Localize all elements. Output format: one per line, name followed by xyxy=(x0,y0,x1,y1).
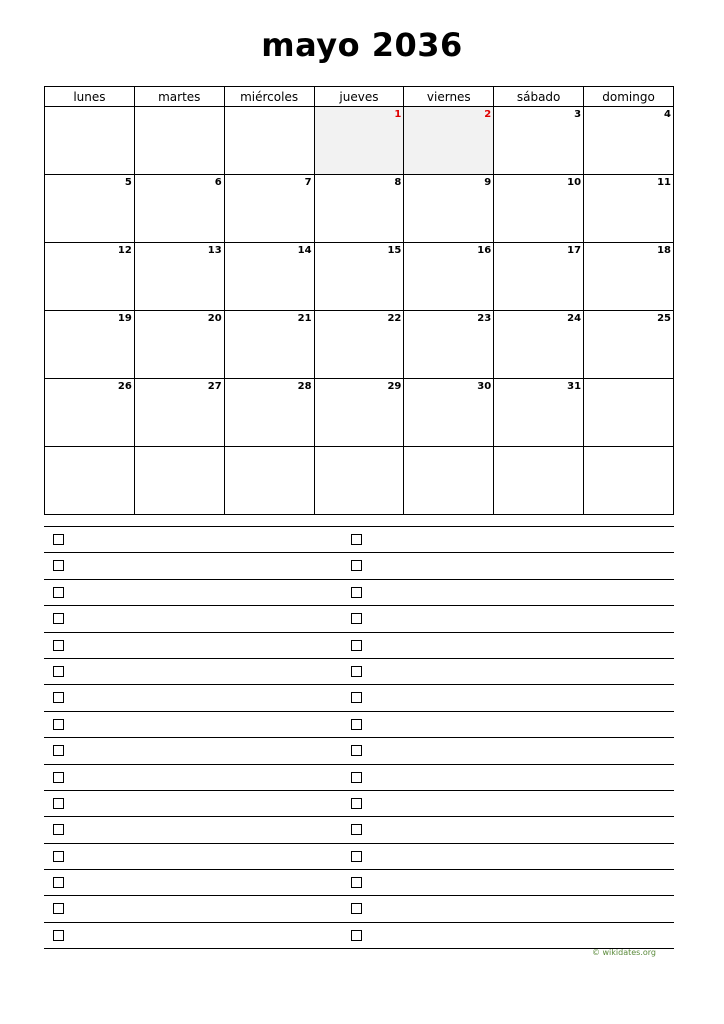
calendar-body xyxy=(45,107,674,515)
calendar-day-cell[interactable] xyxy=(314,107,404,175)
note-row xyxy=(44,712,674,738)
checkbox[interactable] xyxy=(351,798,362,809)
day-number xyxy=(315,447,404,449)
weekday-header: viernes xyxy=(404,87,494,107)
calendar-week-row xyxy=(45,107,674,175)
calendar-day-cell[interactable] xyxy=(404,447,494,515)
note-row xyxy=(44,659,674,685)
day-number: 2 xyxy=(484,109,492,120)
day-number: 1 xyxy=(394,109,402,120)
calendar-day-cell[interactable] xyxy=(224,447,314,515)
calendar-week-row xyxy=(45,311,674,379)
day-number: 29 xyxy=(387,381,402,392)
note-row xyxy=(44,527,674,553)
day-number: 21 xyxy=(297,313,312,324)
calendar-day-cell[interactable] xyxy=(584,243,674,311)
checkbox[interactable] xyxy=(351,772,362,783)
calendar-day-cell[interactable] xyxy=(45,447,135,515)
day-number: 16 xyxy=(477,245,492,256)
checkbox[interactable] xyxy=(53,640,64,651)
checkbox[interactable] xyxy=(351,851,362,862)
calendar-day-cell[interactable] xyxy=(404,107,494,175)
day-number xyxy=(494,447,583,449)
checkbox[interactable] xyxy=(53,930,64,941)
calendar-week-row xyxy=(45,379,674,447)
calendar-day-cell[interactable] xyxy=(584,379,674,447)
day-number: 23 xyxy=(477,313,492,324)
day-number: 30 xyxy=(477,381,492,392)
checkbox[interactable] xyxy=(351,534,362,545)
checkbox[interactable] xyxy=(351,560,362,571)
weekday-header-row xyxy=(45,87,674,107)
note-row xyxy=(44,791,674,817)
weekday-header: sábado xyxy=(494,87,584,107)
note-row xyxy=(44,580,674,606)
calendar-day-cell[interactable] xyxy=(404,243,494,311)
day-number: 3 xyxy=(574,109,582,120)
checkbox[interactable] xyxy=(351,692,362,703)
footer-credit: © wikidates.org xyxy=(591,948,656,957)
day-number: 4 xyxy=(664,109,671,120)
calendar-day-cell[interactable] xyxy=(314,175,404,243)
checkbox[interactable] xyxy=(351,640,362,651)
day-number xyxy=(135,447,224,449)
weekday-header: domingo xyxy=(584,87,674,107)
calendar-day-cell[interactable] xyxy=(314,447,404,515)
calendar-day-cell[interactable] xyxy=(314,311,404,379)
calendar-grid xyxy=(44,86,674,515)
calendar-day-cell[interactable] xyxy=(45,243,135,311)
checkbox[interactable] xyxy=(53,719,64,730)
day-number: 28 xyxy=(297,381,312,392)
checkbox[interactable] xyxy=(351,903,362,914)
calendar-day-cell[interactable] xyxy=(494,447,584,515)
checkbox[interactable] xyxy=(53,666,64,677)
calendar-day-cell[interactable] xyxy=(134,379,224,447)
day-number xyxy=(45,447,134,449)
checkbox[interactable] xyxy=(351,824,362,835)
day-number: 31 xyxy=(567,381,582,392)
day-number: 27 xyxy=(207,381,222,392)
note-row xyxy=(44,633,674,659)
day-number: 26 xyxy=(117,381,132,392)
note-row xyxy=(44,738,674,764)
checkbox[interactable] xyxy=(53,772,64,783)
calendar-day-cell[interactable] xyxy=(224,243,314,311)
calendar-day-cell[interactable] xyxy=(494,175,584,243)
checkbox[interactable] xyxy=(351,719,362,730)
calendar-day-cell[interactable] xyxy=(224,175,314,243)
calendar-day-cell[interactable] xyxy=(404,379,494,447)
note-row xyxy=(44,553,674,579)
calendar-day-cell[interactable] xyxy=(45,311,135,379)
checkbox[interactable] xyxy=(53,877,64,888)
calendar-day-cell[interactable] xyxy=(494,107,584,175)
checkbox[interactable] xyxy=(351,930,362,941)
calendar-day-cell[interactable] xyxy=(494,311,584,379)
checkbox[interactable] xyxy=(53,903,64,914)
note-row xyxy=(44,870,674,896)
weekday-header: miércoles xyxy=(224,87,314,107)
checkbox[interactable] xyxy=(53,534,64,545)
day-number xyxy=(135,107,224,109)
calendar-day-cell[interactable] xyxy=(404,311,494,379)
day-number: 19 xyxy=(117,313,132,324)
day-number xyxy=(584,447,673,449)
day-number: 20 xyxy=(207,313,222,324)
page-title: mayo 2036 xyxy=(261,26,463,64)
checkbox[interactable] xyxy=(53,798,64,809)
calendar-day-cell[interactable] xyxy=(494,243,584,311)
weekday-header: lunes xyxy=(45,87,135,107)
day-number: 25 xyxy=(657,313,671,324)
calendar-day-cell[interactable] xyxy=(224,379,314,447)
note-row xyxy=(44,685,674,711)
calendar-day-cell[interactable] xyxy=(224,107,314,175)
checkbox[interactable] xyxy=(53,560,64,571)
calendar-day-cell[interactable] xyxy=(404,175,494,243)
day-number xyxy=(404,447,493,449)
day-number: 10 xyxy=(567,177,582,188)
checkbox[interactable] xyxy=(351,877,362,888)
calendar-day-cell[interactable] xyxy=(584,175,674,243)
calendar-day-cell[interactable] xyxy=(584,107,674,175)
day-number: 11 xyxy=(657,177,671,188)
day-number xyxy=(45,107,134,109)
day-number: 6 xyxy=(214,177,222,188)
day-number: 5 xyxy=(124,177,132,188)
checkbox[interactable] xyxy=(53,692,64,703)
note-row xyxy=(44,844,674,870)
calendar-day-cell[interactable] xyxy=(134,107,224,175)
checkbox[interactable] xyxy=(351,745,362,756)
checkbox[interactable] xyxy=(53,613,64,624)
calendar-day-cell[interactable] xyxy=(314,379,404,447)
day-number: 22 xyxy=(387,313,402,324)
day-number xyxy=(584,379,673,381)
calendar-day-cell[interactable] xyxy=(314,243,404,311)
calendar-day-cell[interactable] xyxy=(134,311,224,379)
calendar-day-cell[interactable] xyxy=(45,107,135,175)
calendar-day-cell[interactable] xyxy=(45,379,135,447)
calendar-day-cell[interactable] xyxy=(134,243,224,311)
note-row xyxy=(44,896,674,922)
notes-checklist xyxy=(44,526,674,950)
note-row xyxy=(44,765,674,791)
checkbox[interactable] xyxy=(351,587,362,598)
calendar-week-row xyxy=(45,175,674,243)
day-number: 12 xyxy=(117,245,132,256)
calendar-day-cell[interactable] xyxy=(584,311,674,379)
checkbox[interactable] xyxy=(53,587,64,598)
checkbox[interactable] xyxy=(53,851,64,862)
day-number xyxy=(225,107,314,109)
day-number: 18 xyxy=(657,245,671,256)
day-number xyxy=(225,447,314,449)
calendar-day-cell[interactable] xyxy=(584,447,674,515)
calendar-day-cell[interactable] xyxy=(134,447,224,515)
checkbox[interactable] xyxy=(351,666,362,677)
checkbox[interactable] xyxy=(53,824,64,835)
day-number: 14 xyxy=(297,245,312,256)
weekday-header: jueves xyxy=(314,87,404,107)
day-number: 7 xyxy=(304,177,312,188)
weekday-header: martes xyxy=(134,87,224,107)
calendar-day-cell[interactable] xyxy=(45,175,135,243)
calendar-day-cell[interactable] xyxy=(134,175,224,243)
day-number: 15 xyxy=(387,245,402,256)
day-number: 9 xyxy=(484,177,492,188)
calendar-day-cell[interactable] xyxy=(224,311,314,379)
day-number: 8 xyxy=(394,177,402,188)
note-row xyxy=(44,923,674,949)
checkbox[interactable] xyxy=(351,613,362,624)
note-row xyxy=(44,606,674,632)
day-number: 17 xyxy=(567,245,582,256)
checkbox[interactable] xyxy=(53,745,64,756)
calendar-week-row xyxy=(45,243,674,311)
day-number: 24 xyxy=(567,313,582,324)
day-number: 13 xyxy=(207,245,222,256)
calendar-week-row xyxy=(45,447,674,515)
calendar-day-cell[interactable] xyxy=(494,379,584,447)
note-row xyxy=(44,817,674,843)
